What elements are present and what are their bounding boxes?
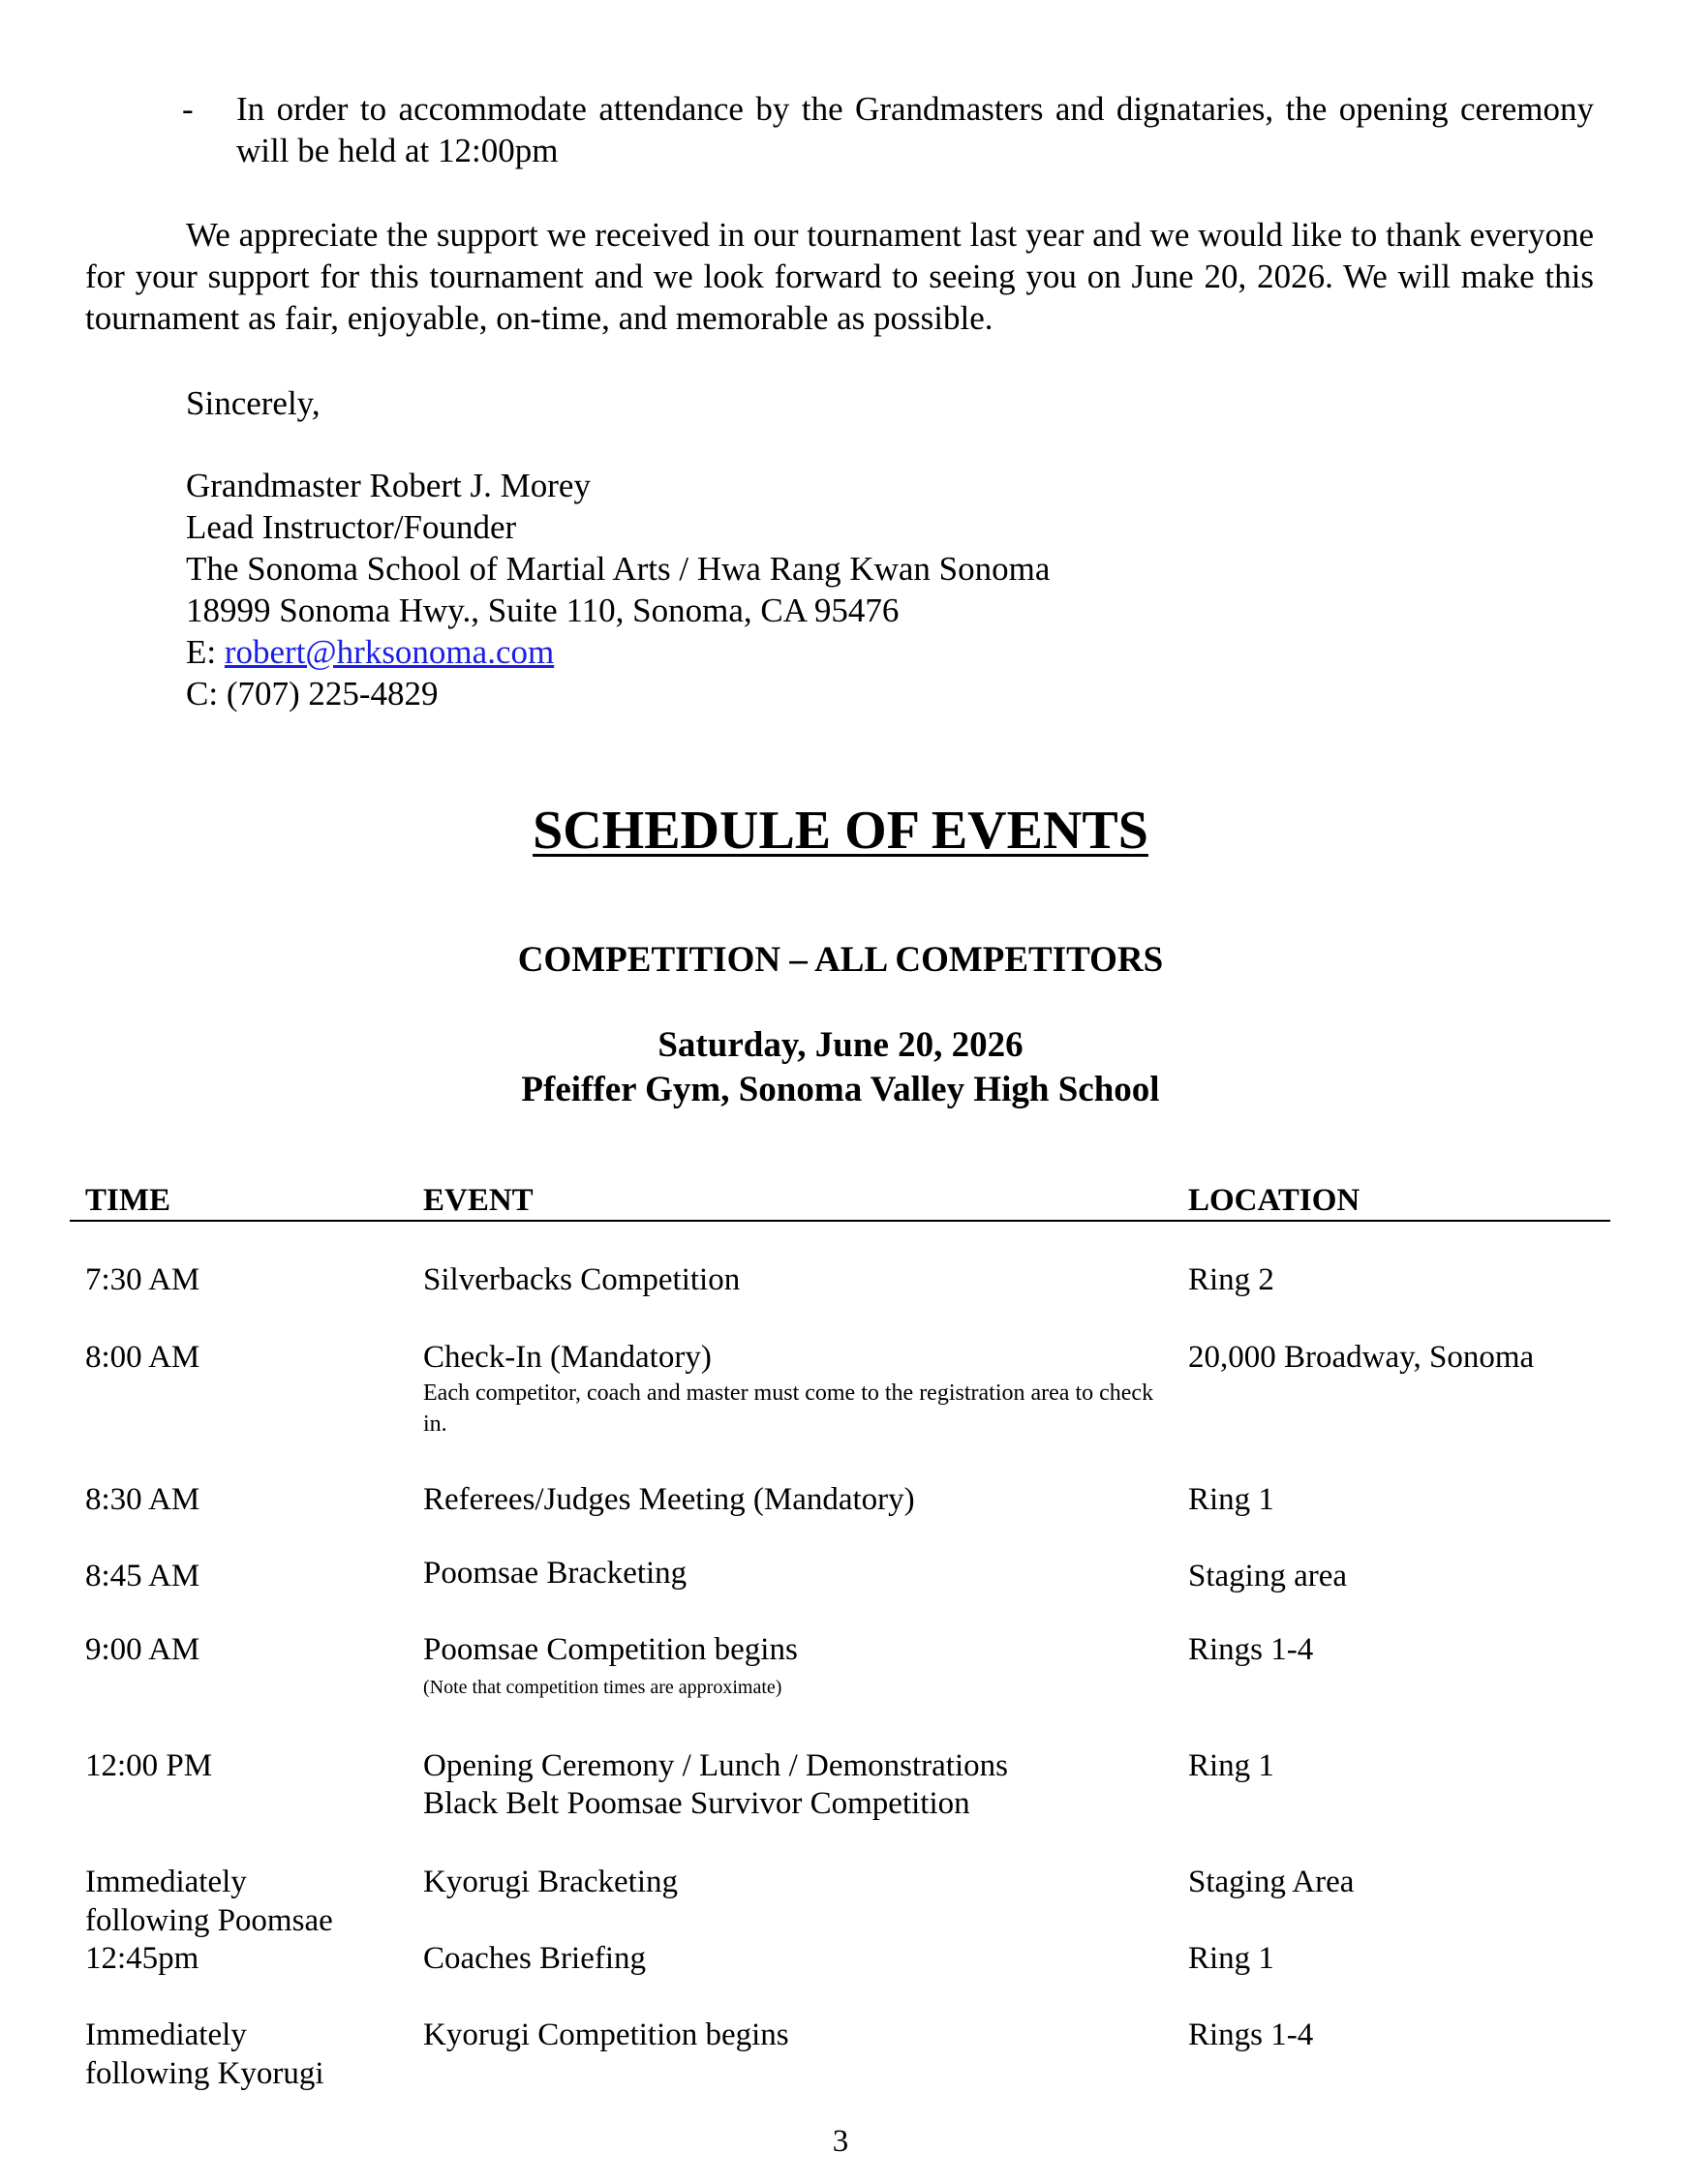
signature-name: Grandmaster Robert J. Morey bbox=[186, 467, 591, 504]
signature-phone: C: (707) 225-4829 bbox=[186, 675, 439, 713]
row-time: 7:30 AM bbox=[85, 1262, 200, 1297]
row-time: Immediately following Kyorugi bbox=[85, 2017, 324, 2091]
signature-school: The Sonoma School of Martial Arts / Hwa Rang Kwan Sonoma bbox=[186, 550, 1051, 588]
row-location: Rings 1-4 bbox=[1188, 1632, 1314, 1667]
signature-address: 18999 Sonoma Hwy., Suite 110, Sonoma, CA 95476 bbox=[186, 592, 900, 629]
row-event: Kyorugi Competition begins bbox=[423, 2017, 789, 2052]
row-event: Coaches Briefing bbox=[423, 1941, 647, 1976]
row-note: (Note that competition times are approximate) bbox=[423, 1677, 782, 1698]
row-time: 9:00 AM bbox=[85, 1632, 200, 1667]
closing: Sincerely, bbox=[186, 384, 321, 422]
bullet-dash: - bbox=[182, 90, 194, 128]
row-time: 8:00 AM bbox=[85, 1340, 200, 1375]
row-location: Ring 2 bbox=[1188, 1262, 1274, 1297]
row-event: Opening Ceremony / Lunch / Demonstrations bbox=[423, 1748, 1008, 1783]
row-event: Referees/Judges Meeting (Mandatory) bbox=[423, 1482, 915, 1517]
row-time: 12:45pm bbox=[85, 1941, 199, 1976]
row-time: 12:00 PM bbox=[85, 1748, 213, 1783]
page-number: 3 bbox=[832, 2124, 849, 2159]
schedule-title: SCHEDULE OF EVENTS bbox=[533, 801, 1148, 861]
signature-block bbox=[186, 465, 1050, 714]
row-location: Ring 1 bbox=[1188, 1748, 1274, 1783]
row-event: Poomsae Bracketing bbox=[423, 1556, 688, 1591]
schedule-date: Saturday, June 20, 2026 bbox=[657, 1025, 1024, 1065]
row-event-line2: Black Belt Poomsae Survivor Competition bbox=[423, 1786, 970, 1821]
email-link[interactable]: robert@hrksonoma.com bbox=[224, 633, 555, 671]
row-event: Kyorugi Bracketing bbox=[423, 1865, 679, 1899]
column-header-time: TIME bbox=[85, 1183, 171, 1218]
header-rule bbox=[70, 1220, 1610, 1222]
schedule-subtitle: COMPETITION – ALL COMPETITORS bbox=[517, 940, 1164, 980]
intro-paragraph: We appreciate the support we received in our tournament last year and we would like to thank everyone for your support for this tournament and we look forward to seeing you on June 20, 2026. We will make this tournament as fair, enjoyable, on-time, and memorable as possible. bbox=[85, 216, 1594, 337]
column-header-location: LOCATION bbox=[1188, 1183, 1360, 1218]
row-event: Silverbacks Competition bbox=[423, 1262, 741, 1297]
row-location: Ring 1 bbox=[1188, 1941, 1274, 1976]
row-time: Immediately following Poomsae bbox=[85, 1865, 333, 1938]
bullet-text: In order to accommodate attendance by the Grandmasters and dignataries, the opening ceremony will be held at 12:00pm bbox=[236, 90, 1594, 169]
row-location: Rings 1-4 bbox=[1188, 2017, 1314, 2052]
row-location: Ring 1 bbox=[1188, 1482, 1274, 1517]
column-header-event: EVENT bbox=[423, 1183, 534, 1218]
row-event: Poomsae Competition begins bbox=[423, 1632, 798, 1667]
row-note: Each competitor, coach and master must come to the registration area to check in. bbox=[423, 1380, 1154, 1437]
schedule-venue: Pfeiffer Gym, Sonoma Valley High School bbox=[521, 1070, 1160, 1109]
row-event: Check-In (Mandatory) bbox=[423, 1340, 712, 1375]
row-time: 8:30 AM bbox=[85, 1482, 200, 1517]
row-location: Staging area bbox=[1188, 1559, 1348, 1593]
row-location: Staging Area bbox=[1188, 1865, 1355, 1899]
row-location: 20,000 Broadway, Sonoma bbox=[1188, 1340, 1535, 1375]
row-time: 8:45 AM bbox=[85, 1559, 200, 1593]
email-prefix: E: bbox=[186, 633, 225, 671]
signature-title: Lead Instructor/Founder bbox=[186, 508, 517, 546]
signature-email-line bbox=[186, 631, 1050, 673]
